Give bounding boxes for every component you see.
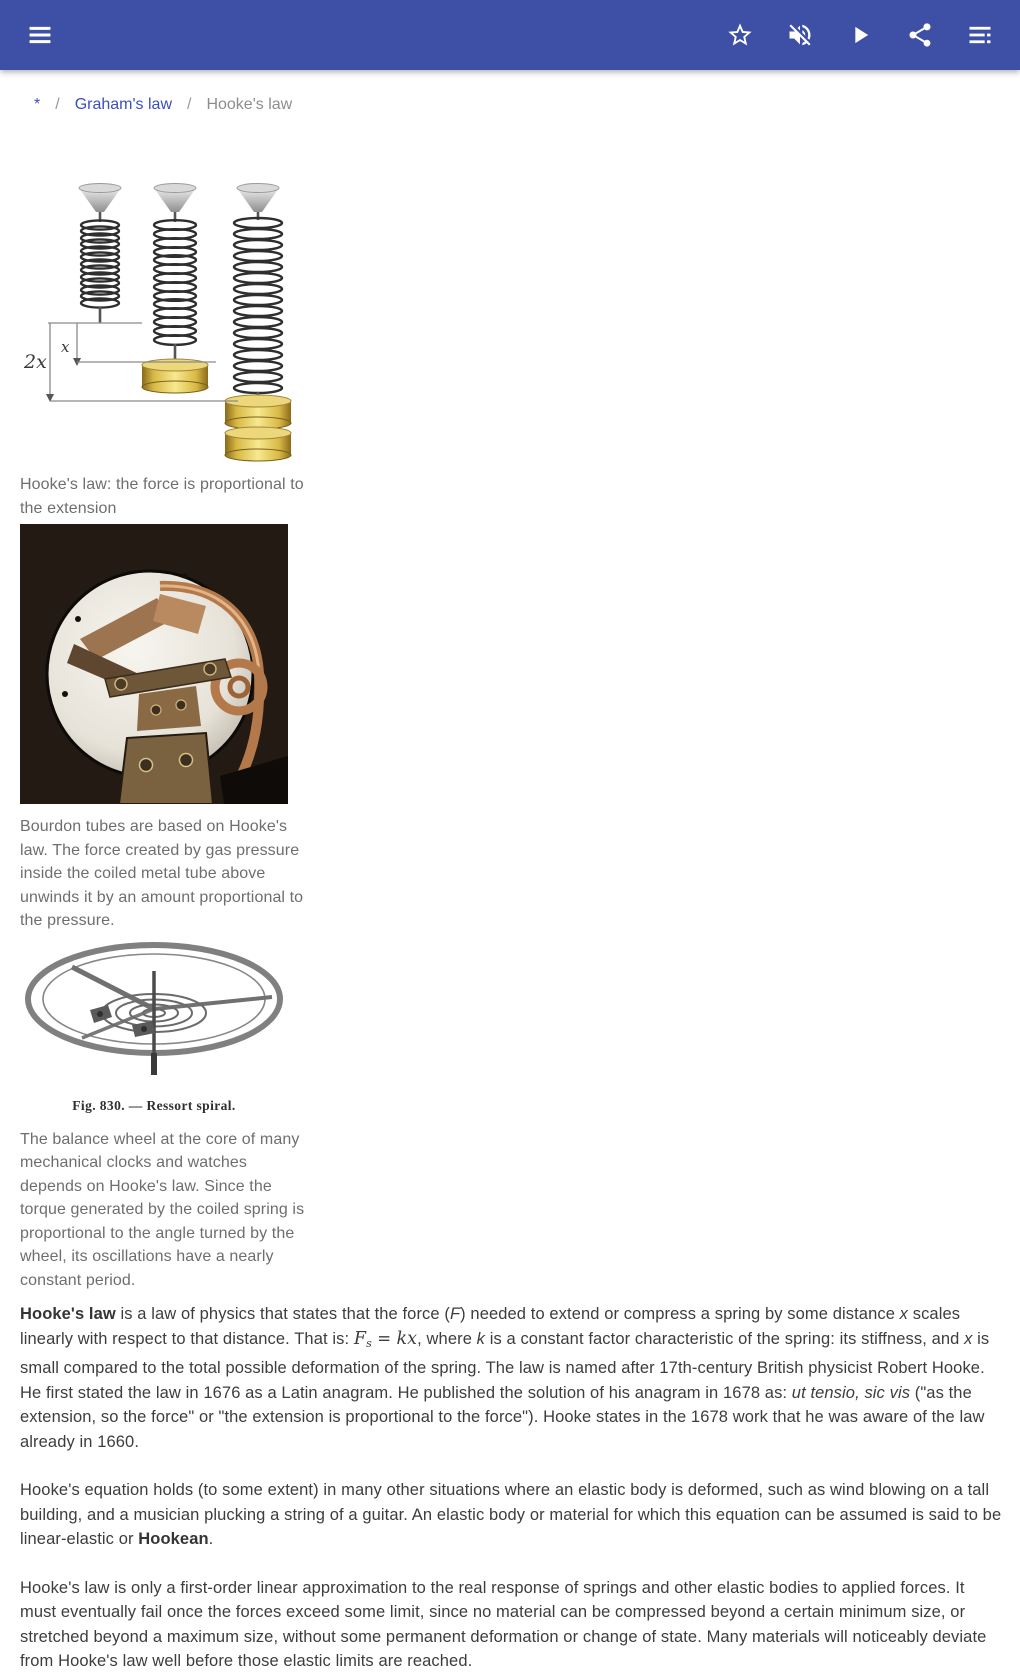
- springs-caption: Hooke's law: the force is proportional to the extension: [20, 476, 304, 517]
- breadcrumb-current-hookes-law: Hooke's law: [206, 96, 293, 113]
- paragraph-hookean: Hooke's equation holds (to some extent) in many other situations where an elastic body is deformed, such as wind blowing on a tall building, and a musician plucking a string of a guitar. An elastic body or material for which this equation can be assumed is said to be linear-elastic or Hookean.: [20, 1481, 1002, 1548]
- paragraph-intro: Hooke's law is a law of physics that states that the force (F) needed to extend or compress a spring by some distance x scales linearly with respect to that distance. That is: $F_s$ = kx, where k is a constant factor characteristic of the spring: its stiffness, and x is small compared to the total possible deformation of the spring. The law is named after 17th-century British physicist Robert Hooke. He first stated the law in 1676 as a Latin anagram. He published the solution of his anagram in 1678 as: ut tensio, sic vis ("as the extension, so the force" or "the extension is proportional to the force"). Hooke states in the 1678 work that he was aware of the law already in 1660.: [20, 1305, 990, 1451]
- springs-illustration: [20, 172, 300, 462]
- play-icon[interactable]: [838, 13, 882, 57]
- breadcrumb-home[interactable]: *: [34, 96, 41, 113]
- share-icon[interactable]: [898, 13, 942, 57]
- breadcrumb-separator: /: [187, 96, 192, 113]
- figure-label: Fig. 830. — Ressort spiral.: [72, 1097, 236, 1113]
- formula-subscript-s: s: [366, 1336, 372, 1350]
- app-bar: [0, 0, 1020, 70]
- formula-F: F: [353, 1328, 367, 1349]
- extension-2x-label: 2x: [24, 351, 47, 373]
- balance-wheel-figure: [20, 937, 305, 1293]
- springs-figure: [20, 172, 304, 520]
- balance-wheel-caption: The balance wheel at the core of many mechanical clocks and watches depends on Hooke's law. Since the torque generated by the coiled spring is proportional to the angle turned by the wheel, its oscillations have a nearly constant period.: [20, 1130, 305, 1289]
- spring-unloaded: [81, 212, 119, 323]
- star-outline-icon[interactable]: [718, 13, 762, 57]
- spring-mounts: [79, 184, 279, 213]
- paragraph-limits: Hooke's law is only a first-order linear approximation to the real response of springs and other elastic bodies to applied forces. It must eventually fail once the forces exceed some limit, since no material can be compressed beyond a certain minimum size, or stretched beyond a maximum size, without some permanent deformation or change of state. Many materials will noticeably deviate from Hooke's law well before those elastic limits are reached.: [20, 1578, 987, 1670]
- balance-wheel-drawing: [20, 937, 288, 1077]
- breadcrumb-separator: /: [55, 96, 60, 113]
- menu-icon[interactable]: [18, 13, 62, 57]
- article-content: [0, 172, 1020, 1674]
- toc-icon[interactable]: [958, 13, 1002, 57]
- volume-off-icon[interactable]: [778, 13, 822, 57]
- breadcrumb: [34, 96, 1020, 118]
- spring-one-weight: [142, 212, 208, 393]
- extension-x-label: x: [61, 338, 70, 356]
- extension-dimensions: [23, 323, 238, 402]
- bourdon-photo: [20, 524, 288, 804]
- spring-two-weights: [225, 212, 291, 461]
- bourdon-caption: Bourdon tubes are based on Hooke's law. The force created by gas pressure inside the coiled metal tube above unwinds it by an amount proportional to the pressure.: [20, 818, 304, 929]
- bourdon-figure: [20, 524, 304, 933]
- formula-kx: kx: [396, 1328, 418, 1349]
- breadcrumb-grahams-law[interactable]: Graham's law: [74, 96, 172, 113]
